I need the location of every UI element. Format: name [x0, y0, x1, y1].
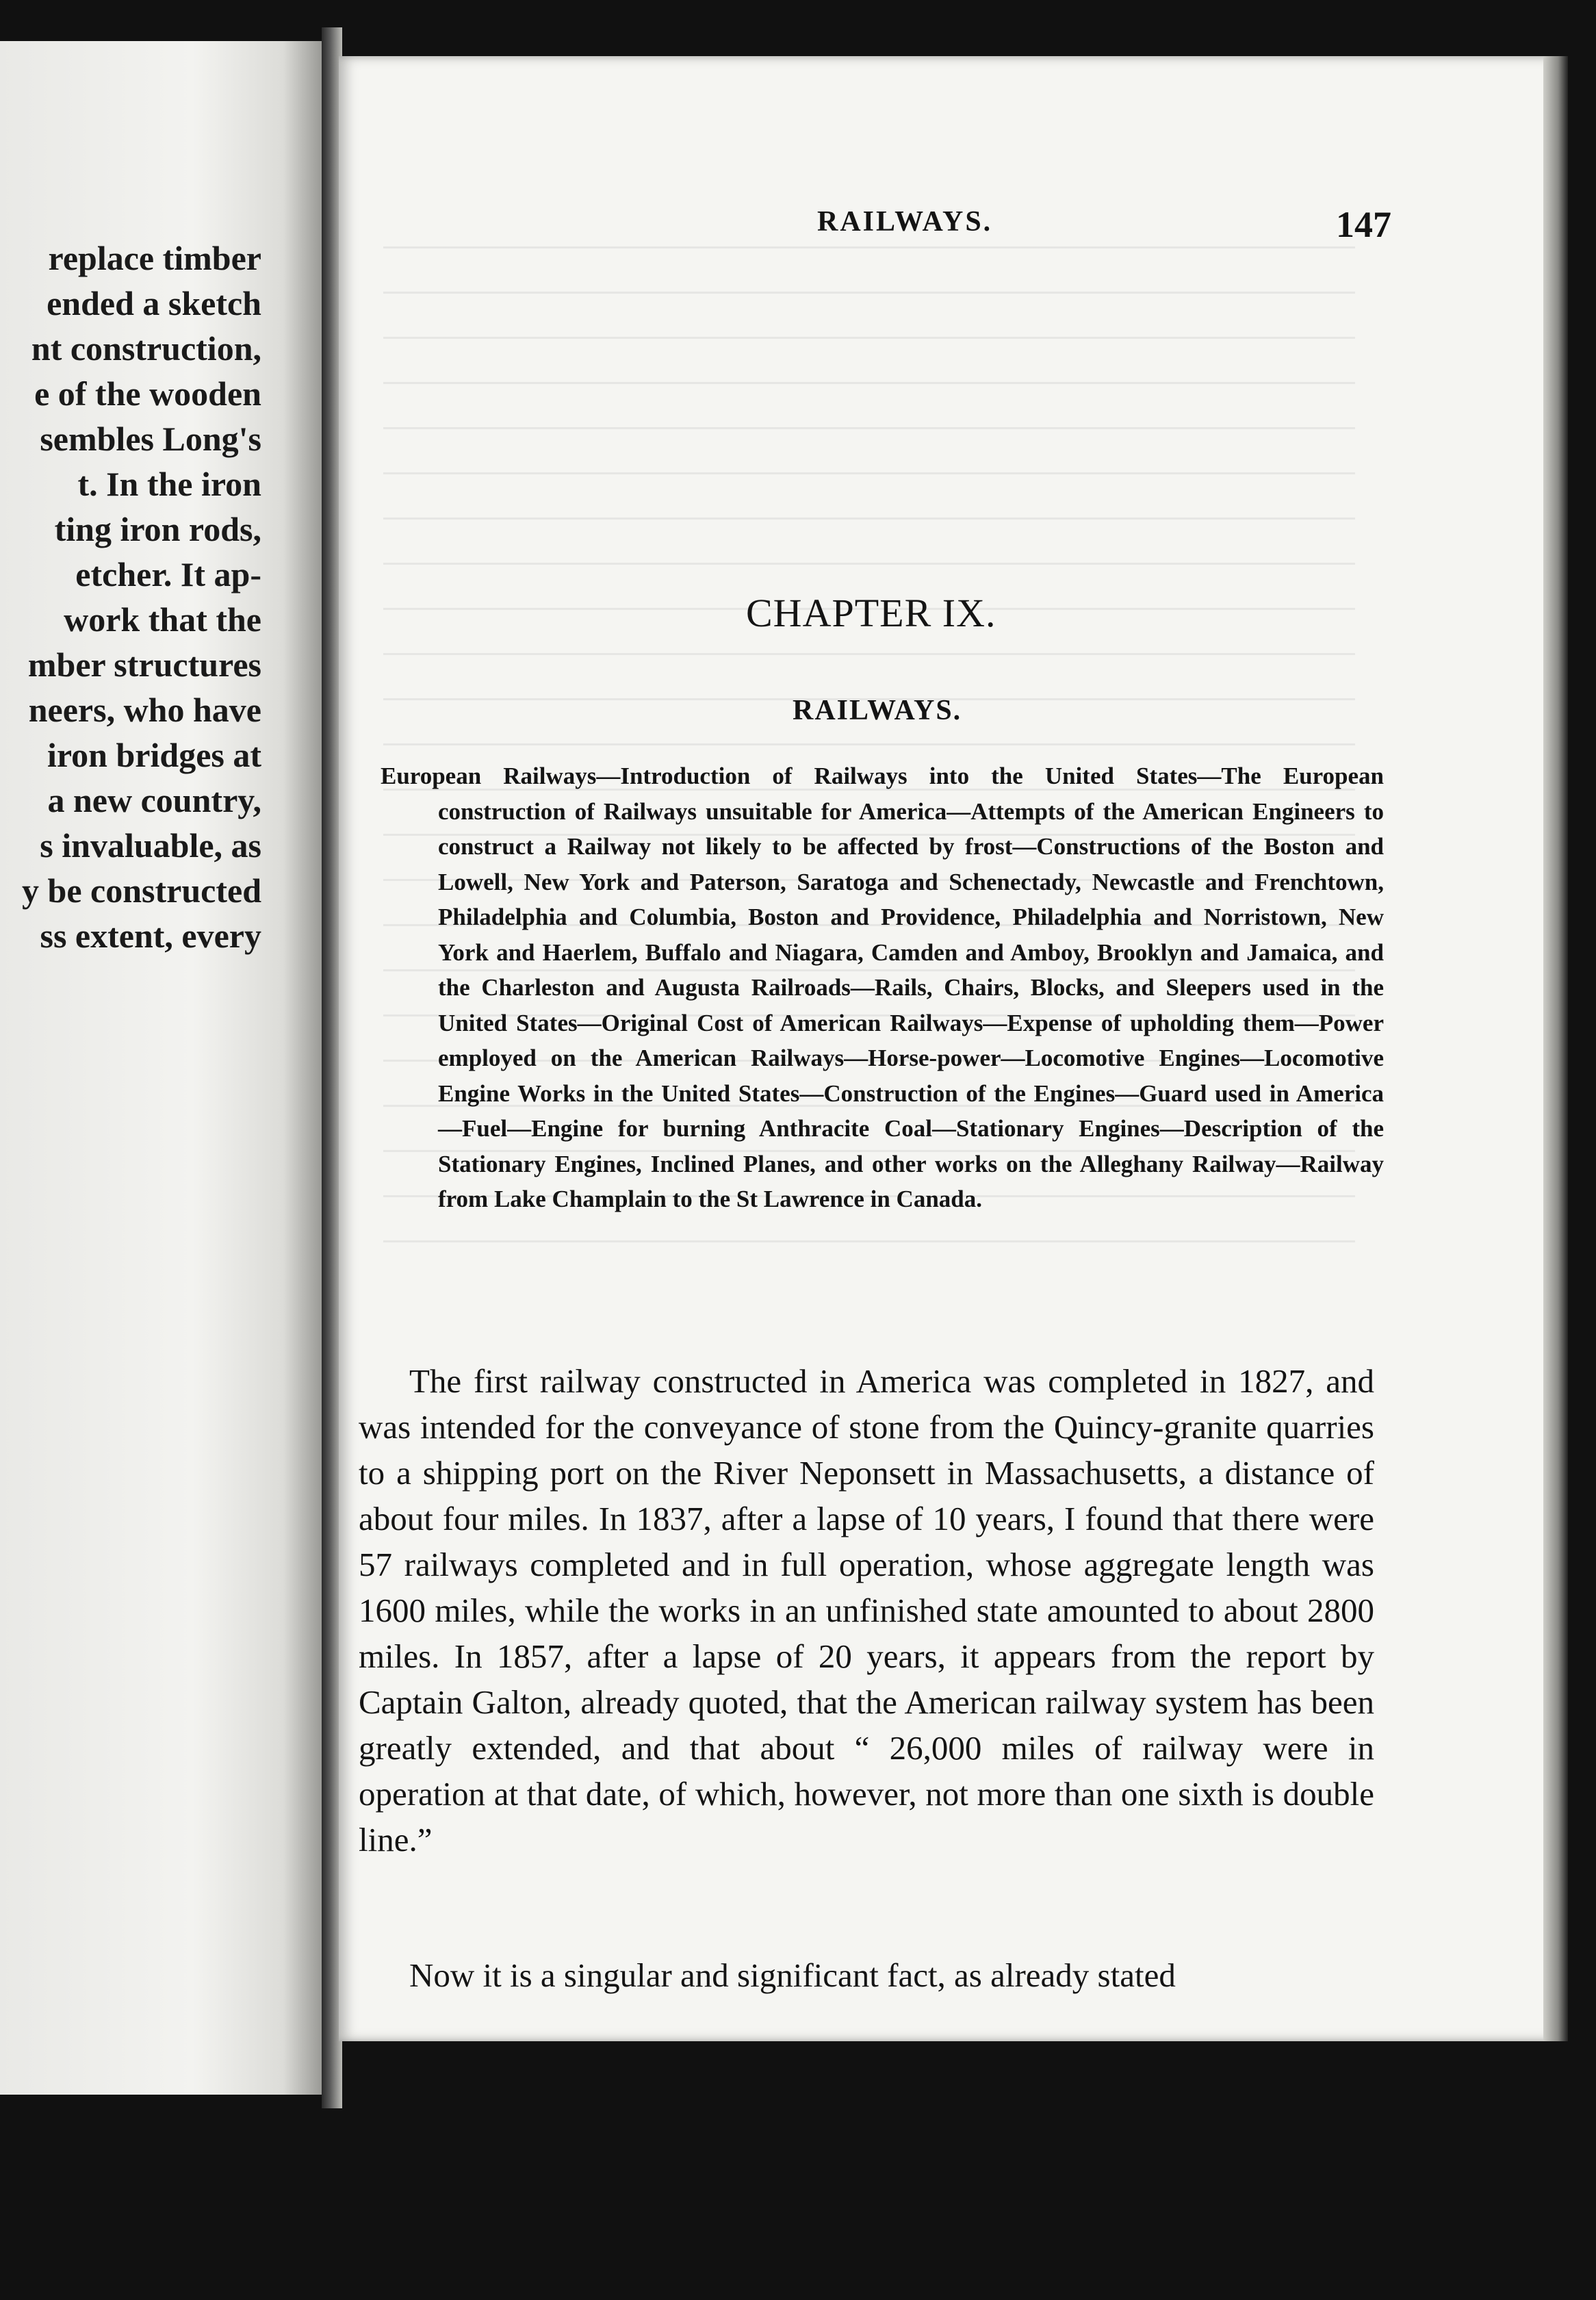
chapter-synopsis: European Railways—Introduction of Railways into the United States—The European construction of Railways unsuitable for America—Attempts of the American Engineers to construct a Railway not likely to be affected by frost—Constructions of the Boston and Lowell, New York and Paterson, Saratoga and Schenectady, Newcastle and Frenchtown, Philadelphia and Columbia, Boston and Providence, Philadelphia and Norristown, New York and Haerlem, Buffalo and Niagara, Camden and Amboy, Brooklyn and Jamaica, and the Charleston and Augusta Railroads—Rails, Chairs, Blocks, and Sleepers used in the United States—Original Cost of American Railways—Expense of upholding them—Power employed on the American Railways—Horse-power—Locomotive Engines—Locomotive Engine Works in the United States—Construction of the Engines—Guard used in America—Fuel—Engine for burning Anthracite Coal—Stationary Engines—Description of the Stationary Engines, Inclined Planes, and other works on the Alleghany Railway—Railway from Lake Champlain to the St Lawrence in Canada. [381, 763, 1384, 1212]
left-page-line: s invaluable, as [40, 826, 261, 865]
chapter-title: CHAPTER IX. [746, 591, 996, 635]
left-page-line: neers, who have [28, 691, 261, 729]
section-title: RAILWAYS. [793, 695, 962, 726]
left-page-line: nt construction, [31, 329, 261, 368]
running-head: RAILWAYS. [817, 206, 993, 238]
body-paragraph: The first railway constructed in America was completed in 1827, and was intended for the conveyance of stone from the Quincy-granite quarries to a shipping port on the River Neponsett in Massachusetts, a distance of about four miles. In 1837, after a lapse of 10 years, I found that there were 57 railways completed and in full operation, whose aggregate length was 1600 miles, while the works in an unfinished state amounted to about 2800 miles. In 1857, after a lapse of 20 years, it appears from the report by Captain Galton, already quoted, that the American railway system has been greatly extended, and that about “ 26,000 miles of railway were in operation at that date, of which, however, not more than one sixth is double line.” [359, 1362, 1374, 1858]
left-page-line: a new country, [47, 781, 261, 819]
left-page-line: sembles Long's [40, 420, 261, 458]
left-page-line: y be constructed [22, 871, 261, 910]
left-page-line: e of the wooden [34, 374, 261, 413]
body-paragraph: Now it is a singular and significant fact, as already stated [409, 1956, 1176, 1994]
page-number: 147 [1336, 204, 1391, 245]
left-page-line: replace timber [48, 239, 261, 277]
left-page-line: t. In the iron [77, 465, 261, 503]
left-page-line: ss extent, every [40, 917, 261, 955]
left-page-line: ended a sketch [47, 284, 261, 322]
page-edge-shadow [1543, 56, 1568, 2041]
left-page-line: mber structures [27, 646, 261, 684]
left-page-line: etcher. It ap- [75, 555, 261, 593]
left-page-line: ting iron rods, [54, 510, 261, 548]
left-page [0, 41, 322, 2095]
left-page-line: iron bridges at [47, 736, 261, 774]
left-page-line: work that the [64, 600, 261, 639]
